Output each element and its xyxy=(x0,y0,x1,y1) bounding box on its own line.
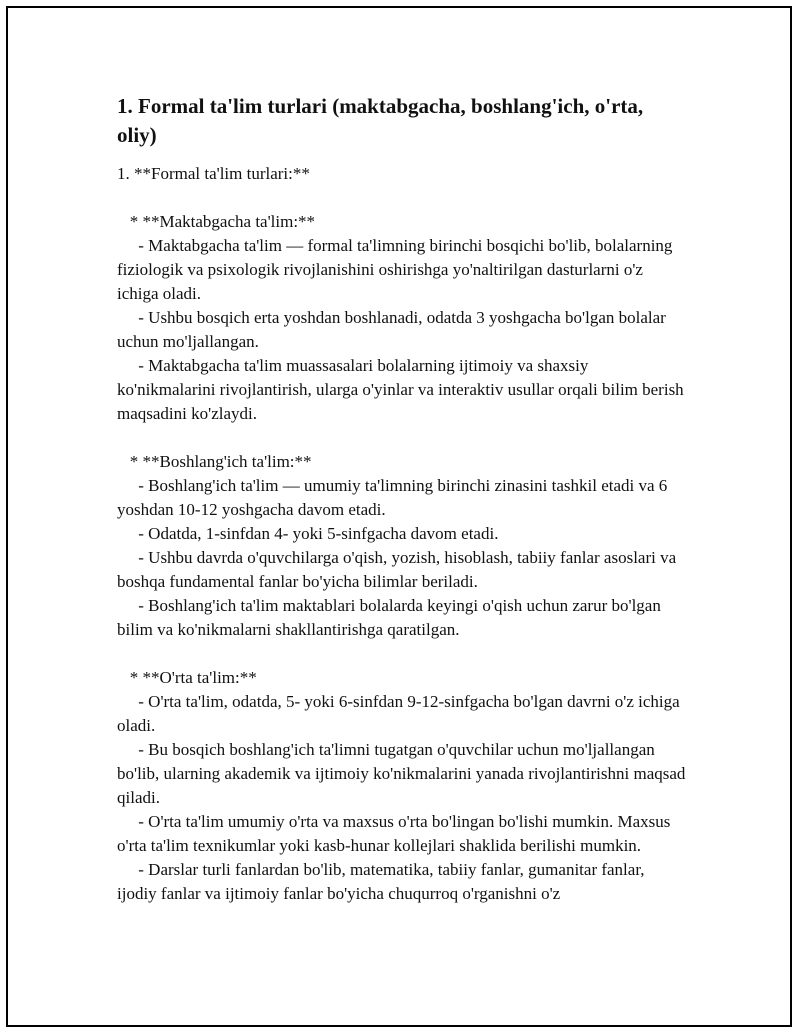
section-heading: 1. Formal ta'lim turlari (maktabgacha, boshlang'ich, o'rta, oliy) xyxy=(117,94,644,147)
document-content xyxy=(117,92,687,906)
document-body: 1. **Formal ta'lim turlari:** * **Maktabgacha ta'lim:** - Maktabgacha ta'lim — formal ta'limning birinchi bosqichi bo'lib, bolalarning fiziologik va psixologik rivojlanishini oshirishga yo'naltirilgan dasturlarni o'z ichiga oladi. - Ushbu bosqich erta yoshdan boshlanadi, odatda 3 yoshgacha bo'lgan bolalar uchun mo'ljallangan. - Maktabgacha ta'lim muassasalari bolalarning ijtimoiy va shaxsiy ko'nikmalarini rivojlantirish, ularga o'yinlar va interaktiv usullar orqali bilim berish maqsadini ko'zlaydi. * **Boshlang'ich ta'lim:** - Boshlang'ich ta'lim — umumiy ta'limning birinchi zinasini tashkil etadi va 6 yoshdan 10-12 yoshgacha davom etadi. - Odatda, 1-sinfdan 4- yoki 5-sinfgacha davom etadi. - Ushbu davrda o'quvchilarga o'qish, yozish, hisoblash, tabiiy fanlar asoslari va boshqa fundamental fanlar bo'yicha bilimlar beriladi. - Boshlang'ich ta'lim maktablari bolalarda keyingi o'qish uchun zarur bo'lgan bilim va ko'nikmalarni shakllantirishga qaratilgan. * **O'rta ta'lim:** - O'rta ta'lim, odatda, 5- yoki 6-sinfdan 9-12-sinfgacha bo'lgan davrni o'z ichiga oladi. - Bu bosqich boshlang'ich ta'limni tugatgan o'quvchilar uchun mo'ljallangan bo'lib, ularning akademik va ijtimoiy ko'nikmalarini yanada rivojlantirishni maqsad qiladi. - O'rta ta'lim umumiy o'rta va maxsus o'rta bo'lingan bo'lishi mumkin. Maxsus o'rta ta'lim texnikumlar yoki kasb-hunar kollejlari shaklida berilishi mumkin. - Darslar turli fanlardan bo'lib, matematika, tabiiy fanlar, gumanitar fanlar, ijodiy fanlar va ijtimoiy fanlar bo'yicha chuqurroq o'rganishni o'z xyxy=(117,164,686,903)
